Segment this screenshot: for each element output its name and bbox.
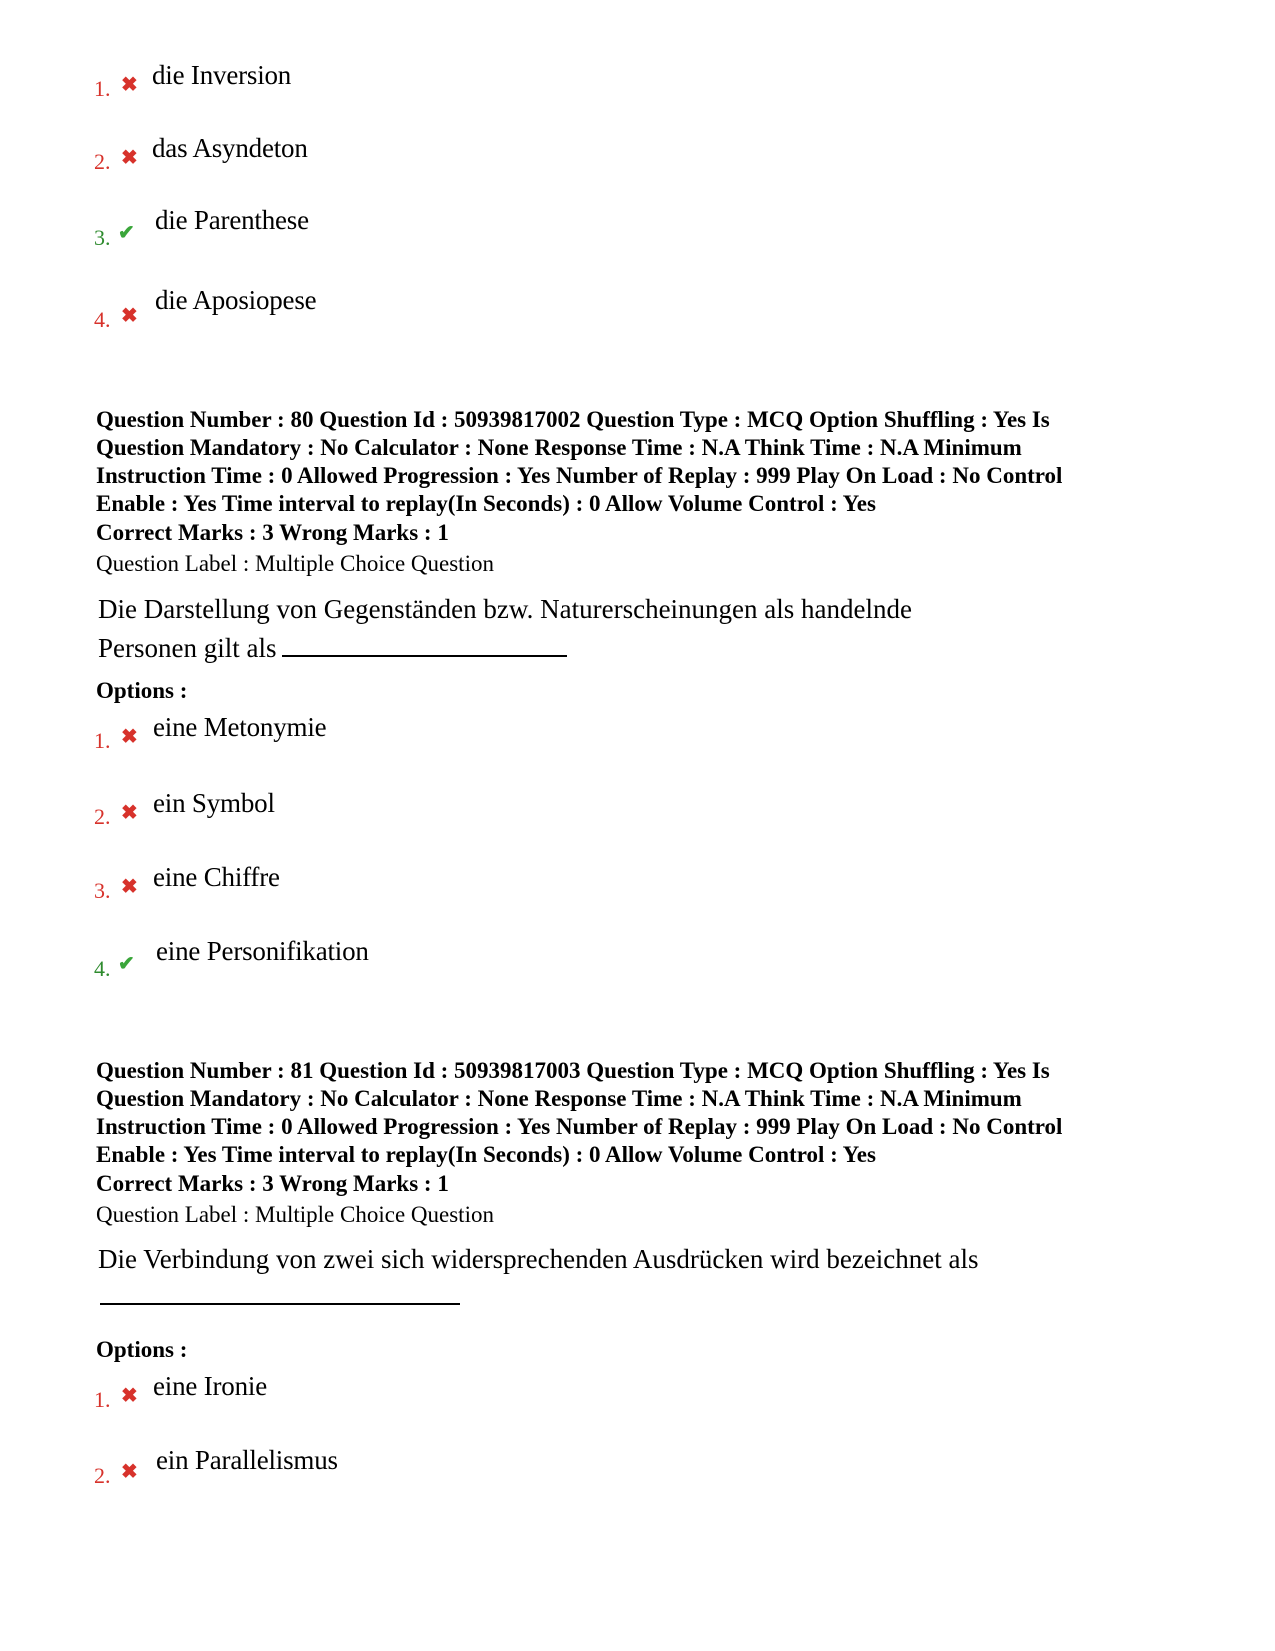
q80-marks: Correct Marks : 3 Wrong Marks : 1	[96, 520, 449, 545]
option-number: 4.	[94, 956, 111, 981]
meta-line: Question Number : 80 Question Id : 50939817002 Question Type : MCQ Option Shuffling : Yes Is	[96, 407, 1050, 432]
check-icon: ✔	[118, 222, 135, 244]
cross-icon: ✖	[121, 1461, 138, 1483]
option-text: das Asyndeton	[152, 133, 308, 163]
q80-options-header: Options :	[96, 678, 188, 703]
cross-icon: ✖	[121, 802, 138, 824]
option-number: 2.	[94, 149, 111, 174]
option-text: ein Parallelismus	[156, 1445, 338, 1475]
cross-icon: ✖	[121, 147, 138, 169]
check-icon: ✔	[118, 953, 135, 975]
q80-question-stem	[98, 590, 912, 668]
stem-line	[98, 629, 912, 668]
option-text: die Aposiopese	[155, 285, 317, 315]
meta-line: Question Mandatory : No Calculator : None Response Time : N.A Think Time : N.A Minimum	[96, 1086, 1022, 1111]
option-text: die Parenthese	[155, 205, 309, 235]
answer-blank	[282, 635, 567, 657]
cross-icon: ✖	[121, 74, 138, 96]
q80-metadata	[96, 406, 1196, 518]
option-text: eine Chiffre	[153, 862, 280, 892]
q81-options-header: Options :	[96, 1337, 188, 1362]
meta-line: Enable : Yes Time interval to replay(In Seconds) : 0 Allow Volume Control : Yes	[96, 1142, 876, 1167]
option-number: 1.	[94, 76, 111, 101]
option-number: 1.	[94, 728, 111, 753]
q80-question-label: Question Label : Multiple Choice Question	[96, 551, 494, 576]
cross-icon: ✖	[121, 726, 138, 748]
q81-question-stem	[98, 1240, 978, 1279]
meta-line: Enable : Yes Time interval to replay(In Seconds) : 0 Allow Volume Control : Yes	[96, 491, 876, 516]
cross-icon: ✖	[121, 1385, 138, 1407]
option-text: die Inversion	[152, 60, 292, 90]
option-number: 1.	[94, 1387, 111, 1412]
option-number: 2.	[94, 804, 111, 829]
option-number: 4.	[94, 307, 111, 332]
cross-icon: ✖	[121, 305, 138, 327]
stem-text: Personen gilt als	[98, 633, 277, 663]
option-text: eine Ironie	[153, 1371, 267, 1401]
cross-icon: ✖	[121, 876, 138, 898]
option-number: 3.	[94, 878, 111, 903]
answer-blank	[100, 1303, 460, 1305]
stem-line: Die Verbindung von zwei sich widersprechenden Ausdrücken wird bezeichnet als	[98, 1244, 979, 1274]
stem-line: Die Darstellung von Gegenständen bzw. Naturerscheinungen als handelnde	[98, 594, 912, 624]
q81-question-label: Question Label : Multiple Choice Question	[96, 1202, 494, 1227]
option-text: ein Symbol	[153, 788, 275, 818]
option-number: 2.	[94, 1463, 111, 1488]
meta-line: Question Mandatory : No Calculator : None Response Time : N.A Think Time : N.A Minimum	[96, 435, 1022, 460]
meta-line: Instruction Time : 0 Allowed Progression : Yes Number of Replay : 999 Play On Load : No Control	[96, 1114, 1063, 1139]
option-text: eine Personifikation	[156, 936, 369, 966]
q81-marks: Correct Marks : 3 Wrong Marks : 1	[96, 1171, 449, 1196]
q81-metadata	[96, 1057, 1196, 1169]
meta-line: Instruction Time : 0 Allowed Progression : Yes Number of Replay : 999 Play On Load : No Control	[96, 463, 1063, 488]
option-text: eine Metonymie	[153, 712, 327, 742]
option-number: 3.	[94, 225, 111, 250]
meta-line: Question Number : 81 Question Id : 50939817003 Question Type : MCQ Option Shuffling : Yes Is	[96, 1058, 1050, 1083]
